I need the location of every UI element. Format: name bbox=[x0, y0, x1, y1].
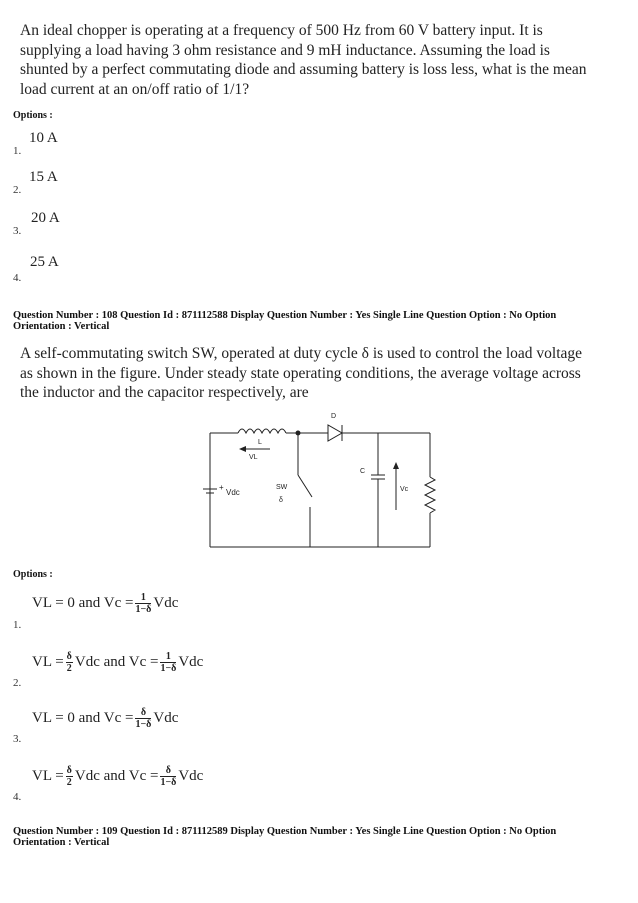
formula-text: Vdc bbox=[178, 767, 204, 784]
question-line: shunted by a perfect commutating diode and assuming battery is loss less, what is the mean bbox=[20, 61, 587, 78]
inductor bbox=[238, 429, 286, 433]
junction-dot bbox=[296, 431, 301, 436]
formula-text: Vdc bbox=[153, 709, 179, 726]
option-1-number: 1. bbox=[13, 145, 22, 157]
fraction-denominator: 1−δ bbox=[160, 663, 177, 674]
question-line: as shown in the figure. Under steady state operating conditions, the average voltage across bbox=[20, 364, 581, 382]
label-delta: δ bbox=[279, 497, 283, 504]
fraction-numerator: δ bbox=[66, 651, 72, 662]
fraction-denominator: 1−δ bbox=[160, 777, 177, 788]
circuit-diagram bbox=[200, 405, 450, 555]
fraction-denominator: 2 bbox=[66, 663, 72, 674]
option-4-formula[interactable] bbox=[32, 765, 203, 788]
meta-line: Question Number : 109 Question Id : 871112589 Display Question Number : Yes Single Line Question Option : No Option bbox=[13, 826, 557, 837]
option-1-number: 1. bbox=[13, 619, 22, 631]
formula-text: Vdc and Vc = bbox=[74, 767, 159, 784]
label-vdc: Vdc bbox=[226, 488, 240, 497]
question-line: the inductor and the capacitor respectively, are bbox=[20, 384, 309, 401]
option-1-formula[interactable] bbox=[32, 592, 178, 615]
fraction bbox=[160, 765, 176, 788]
option-4-text[interactable]: 25 A bbox=[30, 254, 59, 270]
option-2-number: 2. bbox=[13, 677, 22, 689]
fraction-denominator: 1−δ bbox=[135, 719, 152, 730]
option-3-number: 3. bbox=[13, 225, 22, 237]
fraction bbox=[160, 651, 176, 674]
meta-line: Orientation : Vertical bbox=[13, 321, 110, 332]
switch-blade bbox=[298, 475, 312, 497]
question-line: A self-commutating switch SW, operated at duty cycle δ is used to control the load voltage bbox=[20, 345, 583, 362]
fraction-numerator: 1 bbox=[135, 592, 151, 604]
option-1-text[interactable]: 10 A bbox=[29, 130, 58, 146]
question-line: load current at an on/off ratio of 1/1? bbox=[20, 80, 250, 98]
options-label: Options : bbox=[13, 569, 53, 580]
fraction-numerator: δ bbox=[160, 765, 176, 777]
diode bbox=[328, 425, 342, 441]
option-4-number: 4. bbox=[13, 791, 22, 803]
option-3-number: 3. bbox=[13, 733, 22, 745]
formula-text: VL = bbox=[32, 653, 64, 670]
question-107-text bbox=[20, 21, 620, 99]
formula-text: Vdc bbox=[178, 653, 204, 670]
formula-text: VL = bbox=[32, 767, 64, 784]
question-line: supplying a load having 3 ohm resistance and 9 mH inductance. Assuming the load is bbox=[20, 41, 550, 59]
vc-arrowhead bbox=[393, 462, 399, 469]
fraction bbox=[135, 707, 151, 730]
label-sw: SW bbox=[276, 484, 288, 491]
question-108-meta bbox=[13, 310, 633, 332]
fraction-denominator: 2 bbox=[66, 777, 72, 788]
fraction bbox=[66, 765, 73, 788]
label-plus: + bbox=[219, 483, 224, 492]
fraction-numerator: 1 bbox=[160, 651, 176, 663]
question-line: An ideal chopper is operating at a frequency of 500 Hz from 60 V battery input. It is bbox=[20, 22, 543, 39]
option-2-formula[interactable] bbox=[32, 651, 203, 674]
label-d: D bbox=[331, 413, 337, 420]
label-vl: VL bbox=[249, 454, 258, 461]
formula-text: VL = 0 and Vc = bbox=[32, 709, 134, 726]
options-label: Options : bbox=[13, 110, 53, 121]
option-2-number: 2. bbox=[13, 184, 22, 196]
meta-line: Orientation : Vertical bbox=[13, 837, 110, 848]
option-2-text[interactable]: 15 A bbox=[29, 169, 58, 185]
formula-text: Vdc bbox=[153, 594, 179, 611]
label-vc: Vc bbox=[400, 486, 409, 493]
question-109-meta bbox=[13, 826, 633, 848]
label-l: L bbox=[258, 439, 262, 446]
fraction-numerator: δ bbox=[66, 765, 72, 776]
formula-text: VL = 0 and Vc = bbox=[32, 594, 134, 611]
fraction-numerator: δ bbox=[135, 707, 151, 719]
meta-line: Question Number : 108 Question Id : 871112588 Display Question Number : Yes Single Line Question Option : No Option bbox=[13, 310, 557, 321]
load-resistor bbox=[425, 477, 435, 513]
question-108-text bbox=[20, 344, 630, 403]
option-3-text[interactable]: 20 A bbox=[31, 210, 60, 226]
label-c: C bbox=[360, 468, 366, 475]
option-4-number: 4. bbox=[13, 272, 22, 284]
fraction-denominator: 1−δ bbox=[135, 604, 152, 615]
vl-arrowhead bbox=[239, 446, 246, 452]
option-3-formula[interactable] bbox=[32, 707, 178, 730]
fraction bbox=[135, 592, 151, 615]
fraction bbox=[66, 651, 73, 674]
formula-text: Vdc and Vc = bbox=[74, 653, 159, 670]
